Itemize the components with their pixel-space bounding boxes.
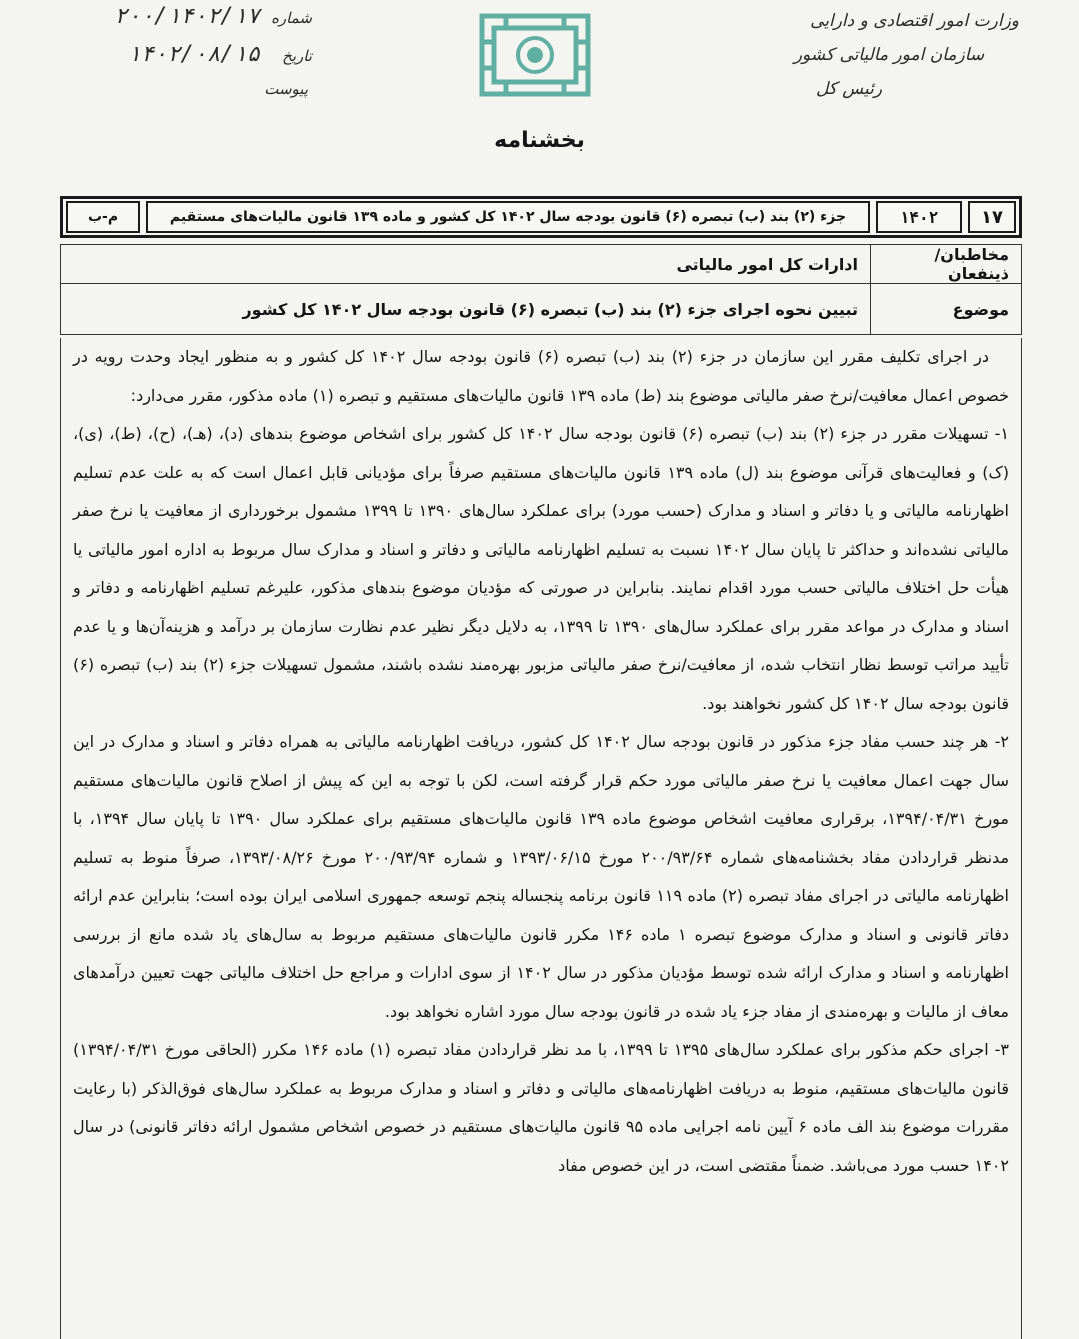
recipients-subject-table (60, 244, 1022, 335)
ministry-name: وزارت امور اقتصادی و دارایی (810, 11, 1019, 31)
circular-body (60, 338, 1022, 1339)
letter-date: ۱۴۰۲/۰۸/۱۵ (127, 42, 260, 67)
date-label: تاریخ (282, 47, 312, 65)
clause-3: ۳- اجرای حکم مذکور برای عملکرد سال‌های ۱۳۹۵ تا ۱۳۹۹، با مد نظر قراردادن مفاد تبصره (۱) ماده ۱۴۶ مکرر (الحاقی مورخ ۱۳۹۴/۰۴/۳۱) قانون مالیات‌های مستقیم، منوط به دریافت اظهارنامه‌های مالیاتی و دفاتر و اسناد و مدارک مربوط به عملکرد سال‌های فوق‌الذکر (با رعایت مقررات موضوع بند الف ماده ۶ آیین نامه اجرایی ماده ۹۵ قانون مالیات‌های مستقیم در خصوص اشخاص مشمول ارائه دفاتر قانونی) در سال ۱۴۰۲ حسب مورد می‌باشد. ضمناً مقتضی است، در این خصوص مفاد (73, 1040, 1010, 1175)
organization-name: سازمان امور مالیاتی کشور (793, 45, 985, 65)
circular-number-bar (60, 196, 1022, 238)
letter-number: ۲۰۰/۱۴۰۲/۱۷ (114, 4, 260, 29)
clause-1: ۱- تسهیلات مقرر در جزء (۲) بند (ب) تبصره (۶) قانون بودجه سال ۱۴۰۲ کل کشور برای اشخاص موضوع بندهای (د)، (هـ)، (ح)، (ط)، (ی)، (ک) و فعالیت‌های قرآنی موضوع بند (ل) ماده ۱۳۹ قانون مالیات‌های مستقیم صرفاً برای مؤدیانی قابل اعمال است که به علت عدم تسلیم اظهارنامه مالیاتی و یا دفاتر و اسناد و مدارک (حسب مورد) برای عملکرد سال‌های ۱۳۹۰ تا ۱۳۹۹ مشمول برخورداری از معافیت یا نرخ صفر مالیاتی نشده‌اند و حداکثر تا پایان سال ۱۴۰۲ نسبت به تسلیم اظهارنامه مالیاتی و دفاتر و اسناد و مدارک سال مربوط به اداره امور مالیاتی یا هیأت حل اختلاف مالیاتی حسب مورد اقدام نمایند. بنابراین در صورتی که مؤدیان موضوع بندهای مذکور، علیرغم تسلیم اظهارنامه و دفاتر و اسناد و مدارک در مواعد مقرر برای عملکرد سال‌های ۱۳۹۰ تا ۱۳۹۹، به دلایل دیگر نظیر عدم نظارت سازمان بر درآمد و هزینه‌آن‌ها و یا عدم تأیید مراتب توسط نظار انتخاب شده، از معافیت/نرخ صفر مالیاتی مزبور بهره‌مند نشده باشند، مشمول تسهیلات جزء (۲) بند (ب) تبصره (۶) قانون بودجه سال ۱۴۰۲ کل کشور نخواهند بود. (73, 424, 1010, 713)
intro-paragraph: در اجرای تکلیف مقرر این سازمان در جزء (۲) بند (ب) تبصره (۶) قانون بودجه سال ۱۴۰۲ کل کشور و به منظور ایجاد وحدت رویه در خصوص اعمال معافیت/نرخ صفر مالیاتی موضوع بند (ط) ماده ۱۳۹ قانون مالیات‌های مستقیم و تبصره (۱) ماده مذکور، مقرر می‌دارد: (73, 347, 1009, 405)
signatory-title: رئیس کل (815, 79, 883, 99)
organization-header (759, 4, 1019, 106)
recipients-value: ادارات کل امور مالیاتی (61, 245, 871, 284)
circular-number: ۱۷ (968, 201, 1016, 233)
circular-year: ۱۴۰۲ (876, 201, 962, 233)
tax-organization-logo-icon (474, 8, 596, 102)
subject-label: موضوع (871, 284, 1022, 335)
attachment-label: پیوست (264, 80, 308, 98)
letter-metadata (92, 4, 312, 108)
clause-2: ۲- هر چند حسب مفاد جزء مذکور در قانون بودجه سال ۱۴۰۲ کل کشور، دریافت اظهارنامه مالیاتی به همراه دفاتر و اسناد و مدارک در این سال جهت اعمال معافیت یا نرخ صفر مالیاتی مورد حکم قرار گرفته است، لکن با توجه به این که پیش از اصلاح قانون مالیات‌های مستقیم مورخ ۱۳۹۴/۰۴/۳۱، برقراری معافیت اشخاص موضوع ماده ۱۳۹ قانون مالیات‌های مستقیم برای عملکرد سال ۱۳۹۰ تا پایان سال ۱۳۹۴، با مدنظر قراردادن مفاد بخشنامه‌های شماره ۲۰۰/۹۳/۶۴ مورخ ۱۳۹۳/۰۶/۱۵ و شماره ۲۰۰/۹۳/۹۴ مورخ ۱۳۹۳/۰۸/۲۶، صرفاً منوط به تسلیم اظهارنامه مالیاتی در اجرای مفاد تبصره (۲) ماده ۱۱۹ قانون برنامه پنجساله پنجم توسعه جمهوری اسلامی ایران بوده است؛ بنابراین عدم ارائه دفاتر قانونی و اسناد و مدارک موضوع تبصره ۱ ماده ۱۴۶ مکرر قانون مالیات‌های مستقیم مربوط به سال‌های یاد شده مانع از بررسی اظهارنامه و اسناد و مدارک ارائه شده توسط مؤدیان مذکور در سال ۱۴۰۲ از سوی ادارات و مراجع حل اختلاف مالیاتی جهت تعیین درآمدهای معاف از مالیات و بهره‌مندی از مفاد جزء یاد شده در قانون بودجه سال مورد اشاره نخواهد بود. (73, 732, 1010, 1021)
number-label: شماره (271, 9, 312, 27)
circular-subject-line: جزء (۲) بند (ب) تبصره (۶) قانون بودجه سال ۱۴۰۲ کل کشور و ماده ۱۳۹ قانون مالیات‌های مستقیم (146, 201, 870, 233)
circular-code: م-ب (66, 201, 140, 233)
subject-value: تبیین نحوه اجرای جزء (۲) بند (ب) تبصره (۶) قانون بودجه سال ۱۴۰۲ کل کشور (61, 284, 871, 335)
document-title: بخشنامه (494, 128, 585, 153)
recipients-label: مخاطبان/ ذینفعان (871, 245, 1022, 284)
